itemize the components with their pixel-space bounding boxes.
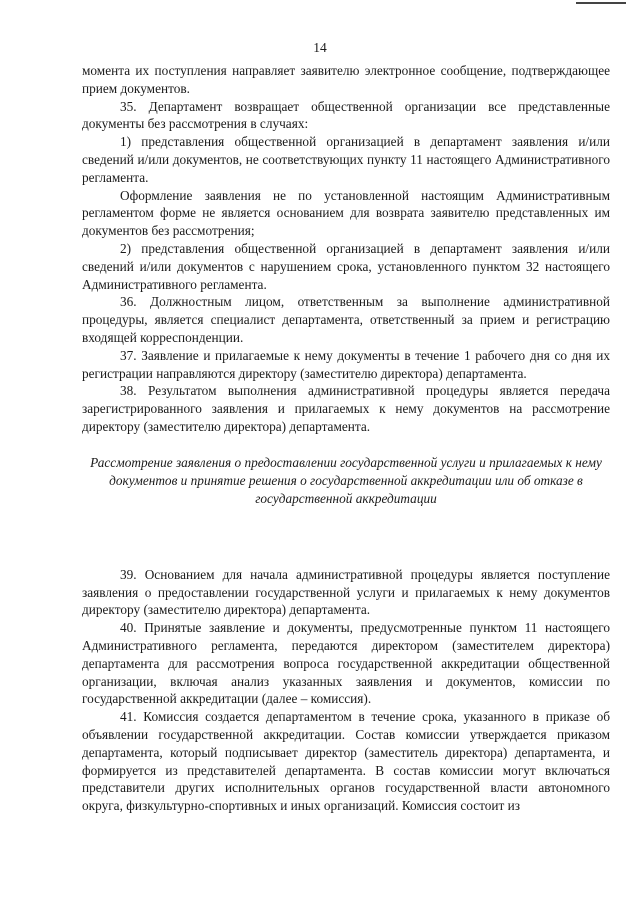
document-body xyxy=(82,62,610,815)
paragraph-37: 37. Заявление и прилагаемые к нему документы в течение 1 рабочего дня со дня их регистрации направляются директору (заместителю директора) департамента. xyxy=(82,347,610,381)
paragraph-35: 35. Департамент возвращает общественной организации все представленные документы без рассмотрения в случаях: xyxy=(82,98,610,132)
paragraph-35-note: Оформление заявления не по установленной настоящим Административным регламентом форме не является основанием для возврата заявителю представленных им документов без рассмотрения; xyxy=(82,187,610,239)
page-number: 14 xyxy=(313,40,327,55)
paragraph-36: 36. Должностным лицом, ответственным за выполнение административной процедуры, является специалист департамента, ответственный за прием и регистрацию входящей корреспонденции. xyxy=(82,294,610,345)
paragraph-39: 39. Основанием для начала административной процедуры является поступление заявления о предоставлении государственной услуги и прилагаемых к нему документов директору (заместителю директора) департамента. xyxy=(82,566,610,618)
section-heading: Рассмотрение заявления о предоставлении государственной услуги и прилагаемых к нему документов и принятие решения о государственной аккредитации или об отказе в государственной аккредитации xyxy=(90,454,602,506)
paragraph-35-item-2: 2) представления общественной организацией в департамент заявления и/или сведений и/или документов с нарушением срока, установленного пунктом 32 настоящего Административного регламента. xyxy=(82,240,610,292)
paragraph-41: 41. Комиссия создается департаментом в течение срока, указанного в приказе об объявлении государственной аккредитации. Состав комиссии утверждается приказом департамента, который подписывает директор (заместитель директора) департамента, и формируется из представителей департамента. В состав комиссии могут включаться представители других исполнительных органов государственной власти автономного округа, физкультурно-спортивных и иных организаций. Комиссия состоит из xyxy=(82,709,610,814)
paragraph-38: 38. Результатом выполнения административной процедуры является передача зарегистрированного заявления и прилагаемых к нему документов на рассмотрение директору (заместителю директора) департамента. xyxy=(82,383,610,434)
paragraph-continuation: момента их поступления направляет заявителю электронное сообщение, подтверждающее прием документов. xyxy=(82,63,610,96)
corner-mark xyxy=(576,2,626,4)
paragraph-35-item-1: 1) представления общественной организацией в департамент заявления и/или сведений и/или документов, не соответствующих пункту 11 настоящего Административного регламента. xyxy=(82,134,610,185)
paragraph-40: 40. Принятые заявление и документы, предусмотренные пунктом 11 настоящего Административного регламента, передаются директором (заместителем директора) департамента для рассмотрения вопроса государственной аккредитации общественной организации, включая анализ указанных заявления и документов, комиссии по государственной аккредитации (далее – комиссия). xyxy=(82,620,610,707)
